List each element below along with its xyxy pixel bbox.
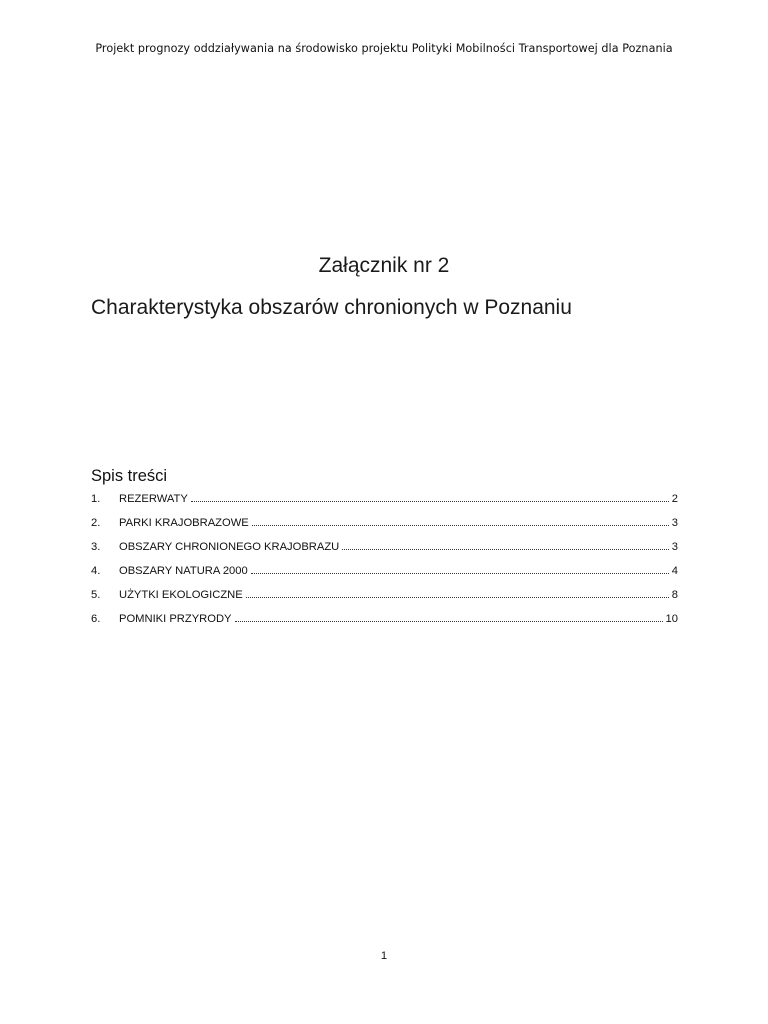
toc-entry-label[interactable]: PARKI KRAJOBRAZOWE bbox=[119, 517, 249, 529]
running-header: Projekt prognozy oddziaływania na środowisko projektu Polityki Mobilności Transportowej dla Poznania bbox=[95, 42, 673, 55]
toc-entry-page[interactable]: 10 bbox=[665, 613, 678, 625]
toc-entry-page[interactable]: 3 bbox=[671, 541, 678, 553]
toc-entry-label[interactable]: OBSZARY NATURA 2000 bbox=[119, 565, 248, 577]
toc-entry-label[interactable]: REZERWATY bbox=[119, 493, 188, 505]
toc-dot-leader bbox=[251, 572, 669, 574]
annex-subtitle: Charakterystyka obszarów chronionych w Poznaniu bbox=[91, 296, 572, 319]
toc-entry-number: 1. bbox=[91, 493, 101, 505]
toc-entry-parki-krajobrazowe[interactable] bbox=[91, 514, 678, 538]
toc-dot-leader bbox=[191, 500, 669, 502]
toc-dot-leader bbox=[252, 524, 669, 526]
toc-entry-pomniki-przyrody[interactable] bbox=[91, 610, 678, 634]
toc-entry-number: 3. bbox=[91, 541, 101, 553]
toc-dot-leader bbox=[342, 548, 669, 550]
toc-dot-leader bbox=[235, 620, 663, 622]
toc-entry-obszary-chronionego-krajobrazu[interactable] bbox=[91, 538, 678, 562]
toc-entry-page[interactable]: 8 bbox=[671, 589, 678, 601]
toc-entry-uzytki-ekologiczne[interactable] bbox=[91, 586, 678, 610]
toc-entry-label[interactable]: POMNIKI PRZYRODY bbox=[119, 613, 232, 625]
table-of-contents bbox=[91, 490, 678, 634]
toc-heading: Spis treści bbox=[91, 467, 168, 485]
toc-entry-obszary-natura-2000[interactable] bbox=[91, 562, 678, 586]
toc-entry-number: 5. bbox=[91, 589, 101, 601]
toc-dot-leader bbox=[246, 596, 669, 598]
toc-entry-label[interactable]: OBSZARY CHRONIONEGO KRAJOBRAZU bbox=[119, 541, 340, 553]
annex-title: Załącznik nr 2 bbox=[318, 254, 450, 277]
toc-entry-number: 2. bbox=[91, 517, 101, 529]
toc-entry-number: 6. bbox=[91, 613, 101, 625]
toc-entry-number: 4. bbox=[91, 565, 101, 577]
toc-entry-page[interactable]: 3 bbox=[671, 517, 678, 529]
toc-entry-label[interactable]: UŻYTKI EKOLOGICZNE bbox=[119, 589, 243, 601]
toc-entry-page[interactable]: 4 bbox=[671, 565, 678, 577]
toc-entry-rezerwaty[interactable] bbox=[91, 490, 678, 514]
page-number: 1 bbox=[380, 950, 388, 962]
toc-entry-page[interactable]: 2 bbox=[671, 493, 678, 505]
